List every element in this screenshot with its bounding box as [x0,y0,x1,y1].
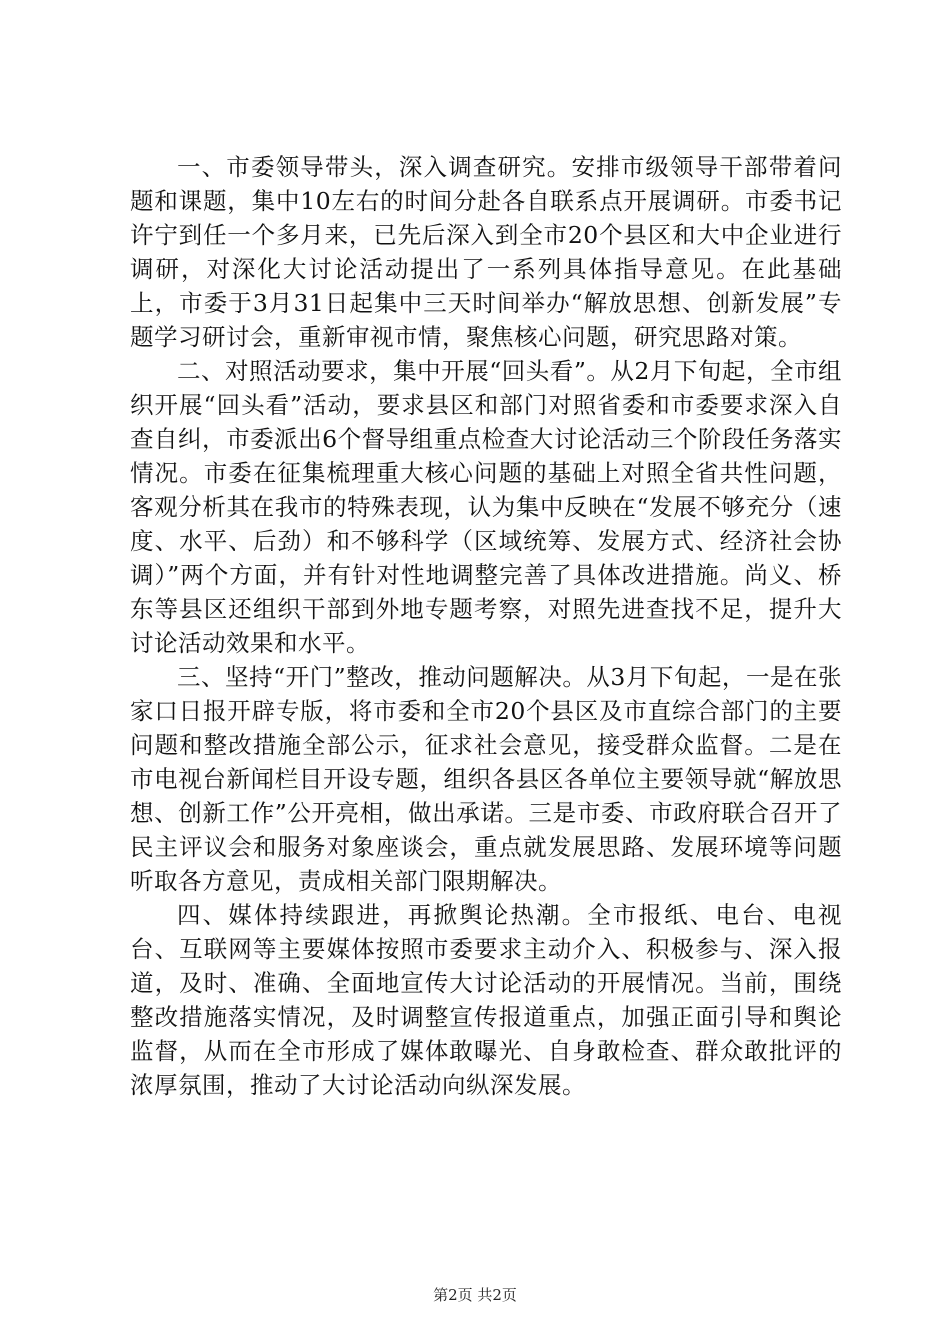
page-number-footer: 第2页 共2页 [433,1286,517,1304]
paragraph-1: 一、市委领导带头，深入调查研究。安排市级领导干部带着问题和课题，集中10左右的时间分赴各自联系点开展调研。市委书记许宁到任一个多月来，已先后深入到全市20个县区和大中企业进行调研，对深化大讨论活动提出了一系列具体指导意见。在此基础上，市委于3月31日起集中三天时间举办“解放思想、创新发展”专题学习研讨会，重新审视市情，聚焦核心问题，研究思路对策。 [130,153,842,351]
paragraph-2: 二、对照活动要求，集中开展“回头看”。从2月下旬起，全市组织开展“回头看”活动，要求县区和部门对照省委和市委要求深入自查自纠，市委派出6个督导组重点检查大讨论活动三个阶段任务落实情况。市委在征集梳理重大核心问题的基础上对照全省共性问题，客观分析其在我市的特殊表现，认为集中反映在“发展不够充分（速度、水平、后劲）和不够科学（区域统筹、发展方式、经济社会协调）”两个方面，并有针对性地调整完善了具体改进措施。尚义、桥东等县区还组织干部到外地专题考察，对照先进查找不足，提升大讨论活动效果和水平。 [130,357,842,657]
paragraph-3: 三、坚持“开门”整改，推动问题解决。从3月下旬起，一是在张家口日报开辟专版，将市委和全市20个县区及市直综合部门的主要问题和整改措施全部公示，征求社会意见，接受群众监督。二是在市电视台新闻栏目开设专题，组织各县区各单位主要领导就“解放思想、创新工作”公开亮相，做出承诺。三是市委、市政府联合召开了民主评议会和服务对象座谈会，重点就发展思路、发展环境等问题听取各方意见，责成相关部门限期解决。 [130,663,842,895]
paragraph-4: 四、媒体持续跟进，再掀舆论热潮。全市报纸、电台、电视台、互联网等主要媒体按照市委要求主动介入、积极参与、深入报道，及时、准确、全面地宣传大讨论活动的开展情况。当前，围绕整改措施落实情况，及时调整宣传报道重点，加强正面引导和舆论监督，从而在全市形成了媒体敢曝光、自身敢检查、群众敢批评的浓厚氛围，推动了大讨论活动向纵深发展。 [130,901,842,1099]
body-text [130,150,842,1102]
